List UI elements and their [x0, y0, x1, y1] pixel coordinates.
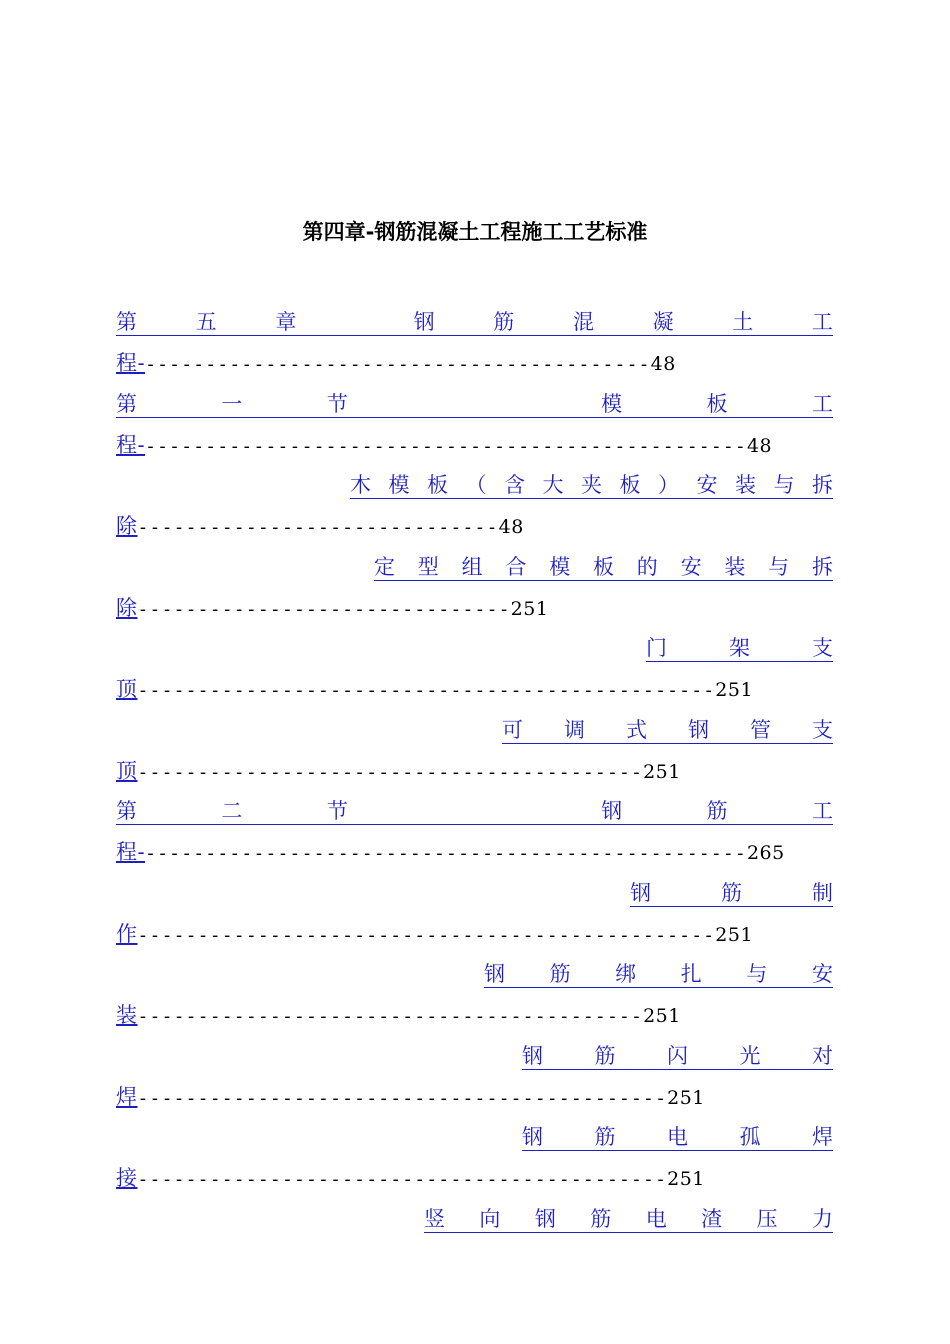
- toc-title-char: 模: [388, 473, 410, 497]
- toc-title-end[interactable]: 焊: [116, 1084, 138, 1109]
- toc-title-char: 电: [667, 1125, 688, 1149]
- toc-title-char: 大: [542, 473, 564, 497]
- toc-title-char: 绑: [615, 962, 637, 986]
- toc-page-number: 251: [510, 597, 549, 620]
- toc-title-char: 管: [750, 717, 771, 742]
- toc-page-number: 251: [667, 1086, 705, 1109]
- toc-title-char: 对: [812, 1043, 833, 1068]
- toc-title-char: 定: [374, 554, 395, 579]
- toc-dot-leader: ------------------------------------------------: [137, 680, 716, 701]
- toc-dot-leader: ------------------------------------------------: [137, 924, 716, 946]
- toc-entry-leader[interactable]: [116, 1163, 705, 1193]
- toc-title-char: 含: [504, 473, 525, 497]
- toc-entry-title[interactable]: [502, 716, 833, 744]
- toc-title-char: 合: [505, 554, 527, 579]
- toc-entry-title[interactable]: [116, 390, 833, 418]
- toc-title-char: 与: [746, 962, 768, 986]
- toc-dot-leader: ------------------------------------------: [145, 354, 651, 375]
- toc-title-end[interactable]: 顶: [116, 758, 138, 783]
- toc-entry-leader[interactable]: [116, 837, 785, 867]
- toc-title-char: 土: [732, 310, 754, 334]
- toc-title-char: 竖: [424, 1206, 445, 1231]
- toc-dot-leader: --------------------------------------------: [137, 1087, 668, 1109]
- toc-page-number: 251: [667, 1168, 705, 1190]
- toc-entry-leader[interactable]: [116, 511, 524, 541]
- toc-title-char: 钢: [630, 880, 651, 905]
- toc-title-char: 节: [326, 799, 348, 823]
- toc-title-char: 筋: [594, 1125, 616, 1149]
- toc-title-char: 第: [116, 310, 137, 334]
- document-title: 第四章-钢筋混凝土工程施工工艺标准: [302, 220, 648, 244]
- toc-dot-leader: -------------------------------: [137, 598, 511, 620]
- toc-title-char: 门: [646, 636, 667, 660]
- toc-title-char: 第: [116, 799, 137, 823]
- toc-page-number: 251: [643, 1005, 681, 1027]
- toc-title-char: 筋: [594, 1043, 616, 1068]
- toc-entry-leader[interactable]: [116, 1082, 705, 1112]
- toc-title-char: 式: [626, 717, 647, 742]
- toc-title-char: 模: [601, 391, 623, 416]
- toc-title-char: ）: [658, 473, 679, 497]
- toc-title-char: 板: [592, 554, 614, 579]
- toc-title-char: 夹: [581, 473, 602, 497]
- toc-title-char: 力: [811, 1206, 833, 1231]
- toc-title-char: 节: [326, 391, 348, 416]
- toc-title-end[interactable]: 装: [116, 1003, 138, 1027]
- toc-title-char: 钢: [534, 1206, 556, 1231]
- toc-entry-title[interactable]: [116, 308, 833, 336]
- toc-title-char: 孤: [739, 1125, 761, 1149]
- toc-title-char: 型: [417, 554, 439, 579]
- toc-title-end[interactable]: 作: [116, 921, 138, 946]
- toc-title-char: 架: [729, 636, 750, 660]
- toc-title-char: 与: [773, 473, 795, 497]
- toc-title-char: 钢: [688, 717, 709, 742]
- toc-title-char: 安: [696, 473, 718, 497]
- toc-title-char: 安: [680, 554, 702, 579]
- toc-entry-title[interactable]: [374, 553, 833, 581]
- toc-title-char: 筋: [721, 880, 742, 905]
- toc-title-char: 支: [812, 636, 833, 660]
- toc-title-char: 工: [811, 310, 833, 334]
- toc-entry-leader[interactable]: [116, 348, 676, 378]
- toc-title-char: 闪: [667, 1043, 688, 1068]
- toc-title-char: 可: [502, 717, 523, 742]
- toc-entry-leader[interactable]: [116, 756, 681, 786]
- toc-title-char: 焊: [812, 1125, 833, 1149]
- toc-title-char: 制: [812, 880, 833, 905]
- toc-title-char: 木: [350, 473, 371, 497]
- toc-entry-title[interactable]: [350, 471, 833, 499]
- toc-title-char: 板: [427, 473, 448, 497]
- toc-page-number: 48: [498, 516, 524, 538]
- toc-entry-leader[interactable]: [116, 430, 772, 460]
- toc-title-char: 电: [645, 1206, 667, 1231]
- toc-page-number: 251: [715, 923, 754, 946]
- toc-title-end[interactable]: 除: [116, 595, 138, 620]
- toc-entry-leader[interactable]: [116, 674, 753, 704]
- toc-entry-title[interactable]: [522, 1123, 833, 1151]
- toc-title-end[interactable]: 程-: [116, 351, 146, 375]
- toc-title-char: 调: [564, 717, 585, 742]
- toc-page-number: 265: [746, 842, 785, 864]
- toc-title-char: 的: [636, 554, 658, 579]
- toc-entry-title[interactable]: [630, 879, 833, 907]
- toc-title-char: 筋: [493, 310, 515, 334]
- toc-title-char: 钢: [413, 310, 435, 334]
- toc-title-char: 钢: [601, 799, 623, 823]
- toc-title-char: 装: [724, 554, 746, 579]
- toc-title-end[interactable]: 程-: [116, 840, 146, 864]
- toc-entry-title[interactable]: [116, 797, 833, 825]
- toc-title-char: （: [465, 473, 487, 497]
- toc-dot-leader: --------------------------------------------------: [145, 843, 747, 864]
- toc-dot-leader: ------------------------------: [137, 517, 499, 538]
- toc-title-end[interactable]: 程-: [116, 432, 146, 457]
- toc-title-char: 混: [572, 310, 594, 334]
- toc-dot-leader: --------------------------------------------------: [145, 435, 747, 457]
- toc-title-char: 一: [221, 391, 243, 416]
- toc-title-char: 装: [735, 473, 756, 497]
- toc-title-char: 工: [811, 799, 833, 823]
- toc-title-char: 第: [116, 391, 137, 416]
- toc-dot-leader: ------------------------------------------: [137, 761, 644, 783]
- toc-title-end[interactable]: 除: [116, 514, 138, 538]
- toc-title-char: 工: [811, 391, 833, 416]
- toc-title-char: 组: [461, 554, 483, 579]
- toc-title-char: 模: [549, 554, 571, 579]
- toc-title-char: 筋: [706, 799, 728, 823]
- toc-page-number: 251: [715, 679, 754, 701]
- toc-title-char: 拆: [811, 554, 833, 579]
- toc-title-char: 安: [811, 962, 833, 986]
- toc-title-char: 光: [739, 1043, 761, 1068]
- toc-title-char: 钢: [484, 962, 505, 986]
- toc-title-char: 钢: [522, 1043, 543, 1068]
- toc-title-char: 支: [812, 717, 833, 742]
- toc-title-end[interactable]: 接: [116, 1166, 138, 1190]
- toc-title-char: 章: [275, 310, 297, 334]
- toc-title-char: 渣: [701, 1206, 723, 1231]
- toc-title-char: 钢: [522, 1125, 543, 1149]
- toc-title-char: 拆: [812, 473, 833, 497]
- toc-entry-title[interactable]: [646, 634, 833, 662]
- toc-entry-leader[interactable]: [116, 1000, 681, 1030]
- toc-dot-leader: ------------------------------------------: [137, 1006, 644, 1027]
- toc-title-char: 筋: [590, 1206, 612, 1231]
- toc-title-char: 筋: [549, 962, 571, 986]
- toc-page-number: 251: [643, 760, 681, 783]
- toc-title-char: 板: [619, 473, 641, 497]
- toc-title-end[interactable]: 顶: [116, 677, 138, 701]
- toc-title-char: 五: [195, 310, 217, 334]
- toc-entry-title[interactable]: [484, 960, 833, 988]
- toc-title-char: 板: [706, 391, 728, 416]
- toc-title-char: 二: [221, 799, 243, 823]
- toc-entry-title[interactable]: [522, 1042, 833, 1070]
- toc-title-char: 向: [479, 1206, 501, 1231]
- toc-title-char: 凝: [652, 310, 674, 334]
- toc-entry-leader[interactable]: [116, 919, 753, 949]
- toc-page-number: 48: [650, 353, 676, 375]
- toc-title-char: 与: [768, 554, 790, 579]
- toc-entry-title[interactable]: [424, 1205, 833, 1233]
- toc-title-char: 压: [756, 1206, 778, 1231]
- toc-entry-leader[interactable]: [116, 593, 548, 623]
- toc-page-number: 48: [746, 434, 773, 457]
- toc-dot-leader: --------------------------------------------: [137, 1169, 668, 1190]
- toc-title-char: 扎: [680, 962, 702, 986]
